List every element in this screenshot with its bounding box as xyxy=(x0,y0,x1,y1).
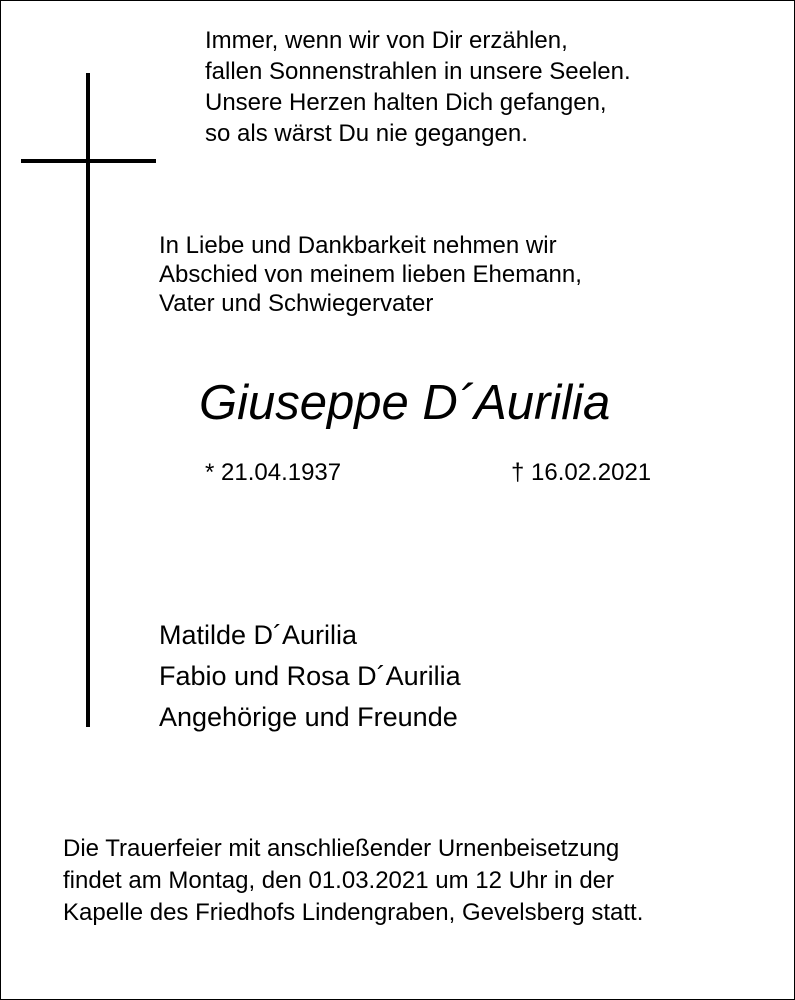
service-line: findet am Montag, den 01.03.2021 um 12 Uhr in der xyxy=(63,867,615,894)
mourner-name: Angehörige und Freunde xyxy=(159,702,458,732)
mourner-name: Fabio und Rosa D´Aurilia xyxy=(159,661,461,691)
poem-line: Immer, wenn wir von Dir erzählen, xyxy=(205,27,568,54)
poem-line: fallen Sonnenstrahlen in unsere Seelen. xyxy=(205,58,631,85)
mourners-list xyxy=(159,615,759,738)
deceased-name: Giuseppe D´Aurilia xyxy=(199,376,611,430)
funeral-service-info xyxy=(63,833,783,929)
intro-line: Abschied von meinem lieben Ehemann, xyxy=(159,261,582,288)
intro-line: Vater und Schwiegervater xyxy=(159,290,434,317)
service-line: Kapelle des Friedhofs Lindengraben, Gevelsberg statt. xyxy=(63,899,644,926)
birth-date: * 21.04.1937 xyxy=(205,459,342,486)
intro-line: In Liebe und Dankbarkeit nehmen wir xyxy=(159,232,557,259)
death-date: † 16.02.2021 xyxy=(511,459,652,486)
cross-horizontal-bar xyxy=(21,159,156,163)
mourner-name: Matilde D´Aurilia xyxy=(159,620,358,650)
farewell-intro xyxy=(159,231,759,318)
cross-vertical-bar xyxy=(86,73,90,727)
poem-line: so als wärst Du nie gegangen. xyxy=(205,120,528,147)
poem-line: Unsere Herzen halten Dich gefangen, xyxy=(205,89,607,116)
service-line: Die Trauerfeier mit anschließender Urnenbeisetzung xyxy=(63,835,620,862)
memorial-poem xyxy=(205,25,765,149)
